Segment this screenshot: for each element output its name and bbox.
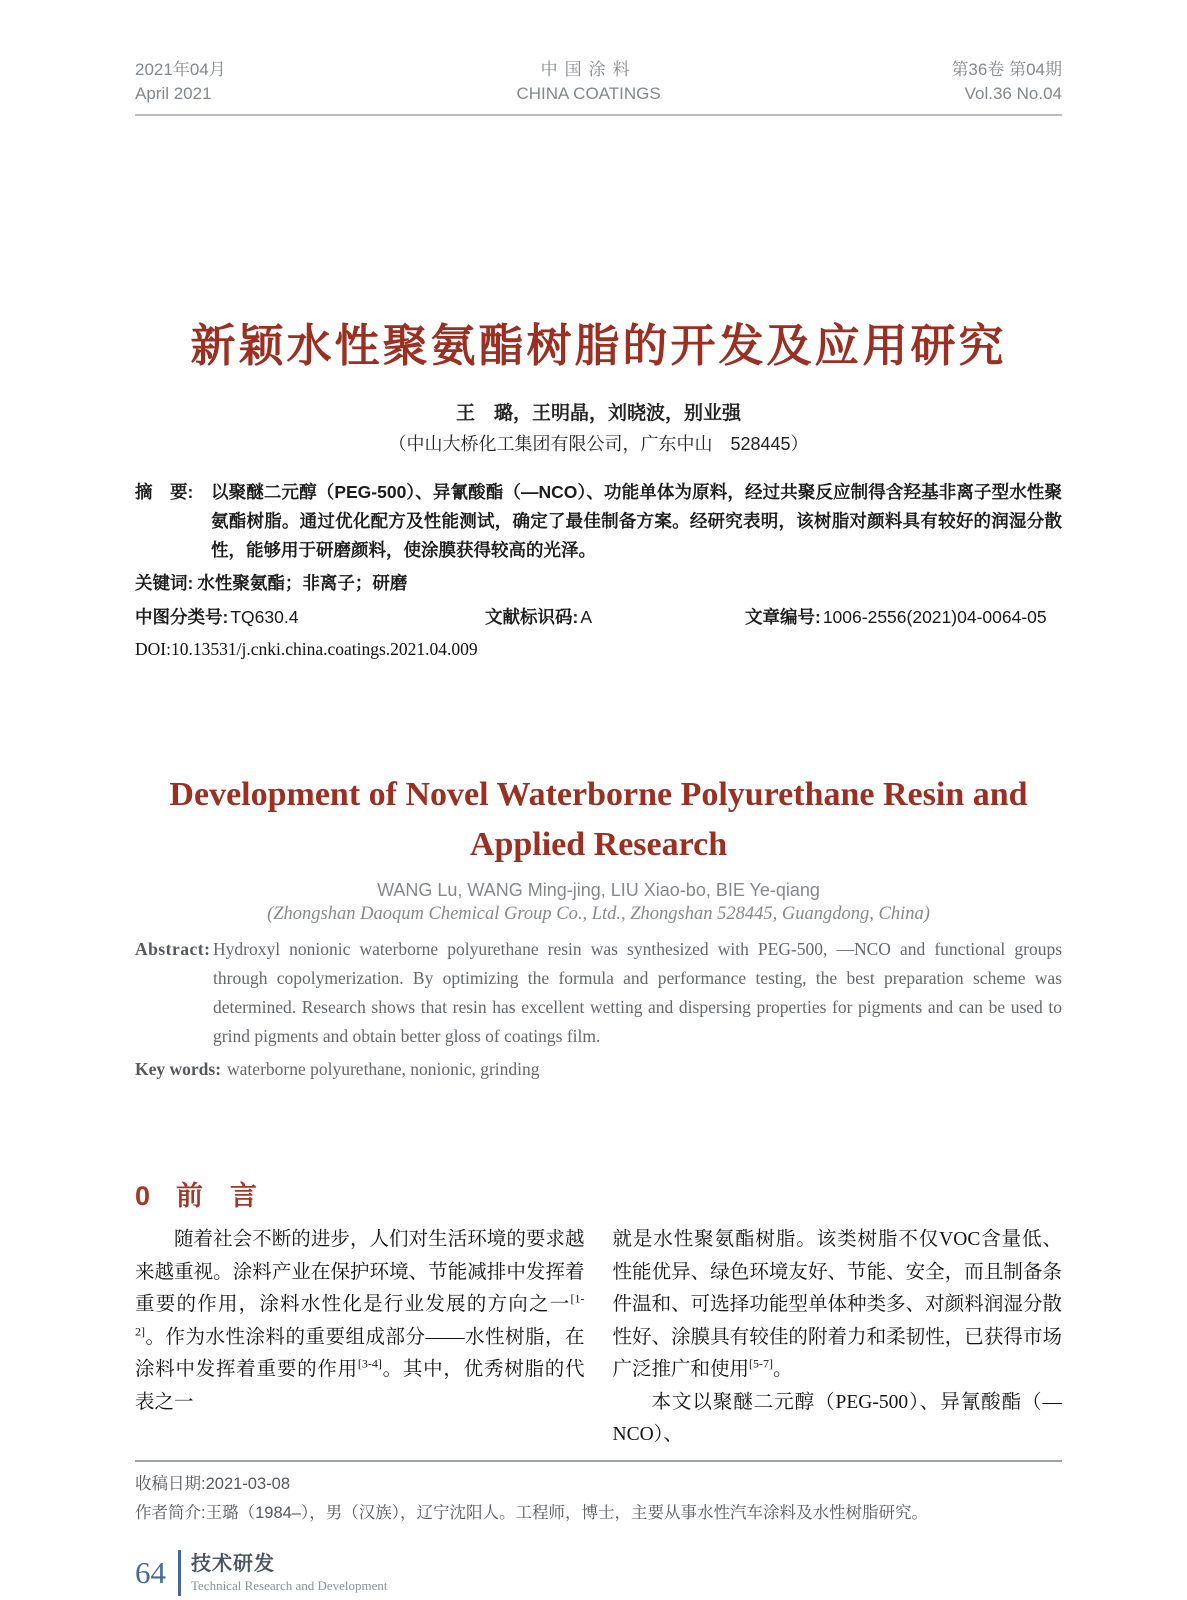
volume-issue-cn: 第36卷 第04期: [951, 60, 1062, 79]
header-journal-name: [516, 58, 660, 106]
footer-column-en: Technical Research and Development: [191, 1577, 388, 1593]
body-text: [135, 1224, 1062, 1452]
header-date-cn: 2021年04月: [135, 60, 226, 79]
section-number: 0: [135, 1181, 151, 1211]
keywords-text-en: waterborne polyurethane, nonionic, grinding: [227, 1059, 540, 1079]
footer-divider-bar: [178, 1550, 181, 1596]
journal-header: [135, 58, 1062, 106]
author-bio-text: 王璐（1984–），男（汉族），辽宁沈阳人。工程师，博士，主要从事水性汽车涂料及水性树脂研究。: [205, 1503, 928, 1522]
footnotes: [135, 1470, 1062, 1528]
article-title-cn: 新颖水性聚氨酯树脂的开发及应用研究: [190, 320, 1007, 371]
received-date-value: 2021-03-08: [205, 1474, 290, 1493]
article-title-en-line2: Applied Research: [469, 826, 728, 863]
affiliation-en: (Zhongshan Daoqum Chemical Group Co., Ltd., Zhongshan 528445, Guangdong, China): [267, 904, 930, 924]
body-column-left: [135, 1224, 585, 1452]
section-heading-intro: [135, 1178, 1062, 1214]
received-date-label: 收稿日期:: [135, 1474, 206, 1493]
keywords-label-cn: 关键词:: [135, 573, 194, 593]
keywords-text-cn: 水性聚氨酯；非离子；研磨: [197, 573, 408, 593]
article-id-value: 1006-2556(2021)04-0064-05: [822, 607, 1047, 627]
doi: DOI:10.13531/j.cnki.china.coatings.2021.04.009: [135, 639, 478, 659]
abstract-label-cn: 摘 要:: [135, 482, 194, 502]
keywords-label-en: Key words:: [135, 1059, 222, 1079]
classification-row: [135, 603, 1062, 632]
intro-paragraph-right-continuation: 就是水性聚氨酯树脂。该类树脂不仅VOC含量低、性能优异、绿色环境友好、节能、安全，而且制备条件温和、可选择功能型单体种类多、对颜料润湿分散性好、涂膜具有较佳的附着力和柔韧性，已获得市场广泛推广和使用[5-7]。: [612, 1229, 1062, 1380]
clc-number: [135, 603, 485, 632]
body-column-right: [613, 1224, 1063, 1452]
journal-name-en: CHINA COATINGS: [516, 84, 661, 103]
article-id: [745, 603, 1047, 632]
affiliation-cn: （中山大桥化工集团有限公司，广东中山 528445）: [388, 434, 809, 454]
page-number: 64: [135, 1554, 166, 1590]
volume-issue-en: Vol.36 No.04: [964, 84, 1062, 103]
article-id-label: 文章编号:: [745, 607, 821, 627]
journal-name-cn: 中国涂料: [540, 60, 637, 79]
author-bio: [135, 1499, 1062, 1528]
keywords-en: [135, 1055, 1062, 1084]
authors-en: WANG Lu, WANG Ming-jing, LIU Xiao-bo, BIE Ye-qiang: [377, 880, 820, 900]
header-date-en: April 2021: [135, 84, 212, 103]
abstract-text-en: Hydroxyl nonionic waterborne polyurethane resin was synthesized with PEG-500, —NCO and functional groups through copolymerization. By optimizing the formula and performance testing, the best preparation scheme was determined. Research shows that resin has excellent wetting and dispersing properties for pigments and can be used to grind pigments and obtain better gloss of coatings film.: [213, 939, 1062, 1046]
header-volume-issue: [951, 58, 1062, 106]
keywords-cn: [135, 569, 1062, 598]
article-title-en-line1: Development of Novel Waterborne Polyurethane Resin and: [169, 776, 1028, 813]
clc-value: TQ630.4: [230, 607, 299, 627]
page-footer: [135, 1550, 1062, 1596]
footer-column-cn: 技术研发: [191, 1552, 275, 1575]
footnote-divider: [135, 1460, 1062, 1462]
section-title: 前 言: [176, 1181, 258, 1211]
intro-paragraph-right-new: 本文以聚醚二元醇（PEG-500）、异氰酸酯（—NCO）、: [612, 1391, 1062, 1445]
footer-column-name: [191, 1552, 388, 1594]
intro-paragraph-left: 随着社会不断的进步，人们对生活环境的要求越来越重视。涂料产业在保护环境、节能减排中发挥着重要的作用，涂料水性化是行业发展的方向之一[1-2]。作为水性涂料的重要组成部分——水性树脂，在涂料中发挥着重要的作用[3-4]。其中，优秀树脂的代表之一: [135, 1229, 585, 1413]
abstract-cn: [135, 478, 1062, 565]
received-date: [135, 1470, 1062, 1499]
abstract-label-en: Abstract:: [135, 939, 211, 959]
author-bio-label: 作者简介:: [135, 1503, 206, 1522]
authors-cn: 王 璐，王明晶，刘晓波，别业强: [455, 403, 741, 424]
article-title-en: [135, 770, 1062, 870]
abstract-en: [135, 935, 1062, 1051]
document-code-label: 文献标识码:: [485, 607, 579, 627]
document-code-value: A: [580, 607, 593, 627]
clc-label: 中图分类号:: [135, 607, 229, 627]
abstract-text-cn: 以聚醚二元醇（PEG-500）、异氰酸酯（—NCO）、功能单体为原料，经过共聚反应制得含羟基非离子型水性聚氨酯树脂。通过优化配方及性能测试，确定了最佳制备方案。经研究表明，该树脂对颜料具有较好的润湿分散性，能够用于研磨颜料，使涂膜获得较高的光泽。: [211, 482, 1062, 560]
header-divider: [135, 114, 1062, 116]
header-issue-date: [135, 58, 226, 106]
document-code: [485, 603, 745, 632]
